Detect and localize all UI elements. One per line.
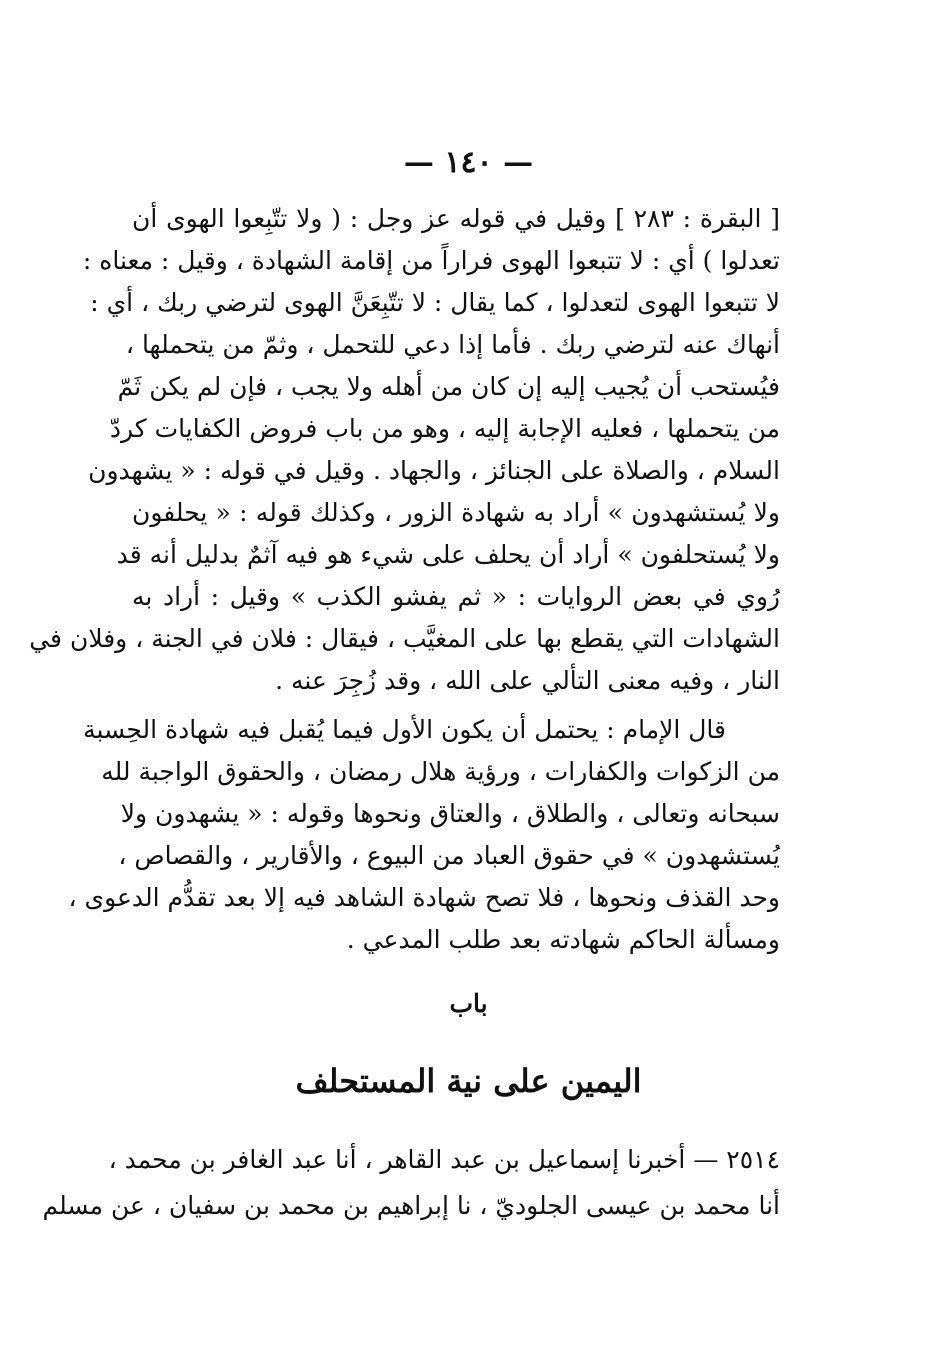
text-line: السلام ، والصلاة على الجنائز ، والجهاد . وقيل في قوله : « يشهدون [88, 456, 780, 485]
text-line: ولا يُستحلفون » أراد أن يحلف على شيء هو فيه آثمٌ بدليل أنه قد [116, 540, 780, 569]
text-line: أنهاك عنه لترضي ربك . فأما إذا دعي للتحمل ، وثمّ من يتحملها ، [125, 330, 780, 359]
text-line: تعدلوا ) أي : لا تتبعوا الهوى فراراً من إقامة الشهادة ، وقيل : معناه : [82, 246, 780, 275]
text-line: سبحانه وتعالى ، والطلاق ، والعتاق ونحوها وقوله : « يشهدون ولا [120, 799, 780, 828]
text-line: رُوي في بعض الروايات : « ثم يفشو الكذب » وقيل : أراد به [132, 582, 780, 611]
text-line: وحد القذف ونحوها ، فلا تصح شهادة الشاهد فيه إلا بعد تقدُّم الدعوى ، [68, 883, 780, 912]
text-line: ومسألة الحاكم شهادته بعد طلب المدعي . [346, 925, 780, 954]
text-line: [ البقرة : ٢٨٣ ] وقيل في قوله عز وجل : ( ولا تتّبِعوا الهوى أن [132, 204, 780, 233]
chapter-label: باب [449, 989, 488, 1018]
text-line: ٢٥١٤ — أخبرنا إسماعيل بن عبد القاهر ، أنا عبد الغافر بن محمد ، [108, 1145, 780, 1174]
text-line: لا تتبعوا الهوى لتعدلوا ، كما يقال : لا تتّبِعَنَّ الهوى لترضي ربك ، أي : [90, 288, 780, 317]
text-line: النار ، وفيه معنى التألي على الله ، وقد زُجِرَ عنه . [275, 666, 780, 695]
text-line: فيُستحب أن يُجيب إليه إن كان من أهله ولا يجب ، فإن لم يكن ثَمّ [117, 372, 780, 401]
paragraph-imam [68, 709, 780, 961]
page-number: — ١٤٠ — [403, 145, 534, 180]
text-line: الشهادات التي يقطع بها على المغيَّب ، فيقال : فلان في الجنة ، وفلان في [29, 624, 780, 653]
hadith-paragraph [42, 1137, 780, 1229]
chapter-title: اليمين على نية المستحلف [295, 1062, 642, 1100]
text-line: يُستشهدون » في حقوق العباد من البيوع ، والأقارير ، والقصاص ، [118, 841, 780, 870]
text-line: من يتحملها ، فعليه الإجابة إليه ، وهو من باب فروض الكفايات كردّ [109, 414, 780, 443]
text-line: من الزكوات والكفارات ، ورؤية هلال رمضان ، والحقوق الواجبة لله [101, 757, 780, 786]
text-line: أنا محمد بن عيسى الجلوديّ ، نا إبراهيم بن محمد بن سفيان ، عن مسلم [42, 1191, 780, 1220]
paragraph-commentary [29, 198, 780, 702]
text-line: ولا يُستشهدون » أراد به شهادة الزور ، وكذلك قوله : « يحلفون [132, 498, 780, 527]
text-line: قال الإمام : يحتمل أن يكون الأول فيما يُقبل فيه شهادة الحِسبة [83, 715, 726, 744]
